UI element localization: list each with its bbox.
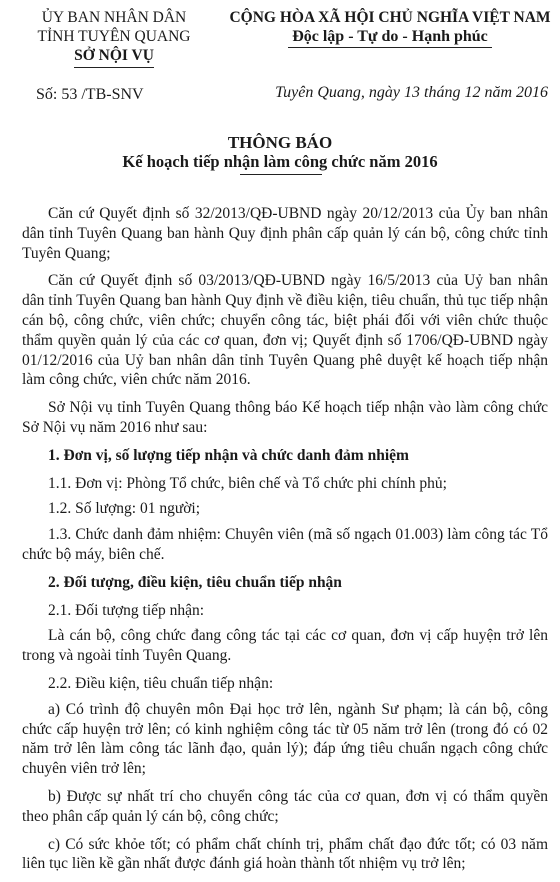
section-1-3: 1.3. Chức danh đảm nhiệm: Chuyên viên (mã số ngạch 01.003) làm công tác Tổ chức bộ máy, biên chế. — [22, 526, 548, 563]
legal-basis-paragraph-1: Căn cứ Quyết định số 32/2013/QĐ-UBND ngày 20/12/2013 của Ủy ban nhân dân tỉnh Tuyên Quang ban hành Quy định phân cấp quản lý cán bộ, công chức tỉnh Tuyên Quang; — [22, 205, 548, 262]
place-date-line: Tuyên Quang, ngày 13 tháng 12 năm 2016 — [275, 84, 548, 101]
section-2-heading: 2. Đối tượng, điều kiện, tiêu chuẩn tiếp nhận — [48, 573, 342, 591]
document-title: THÔNG BÁO — [227, 133, 333, 152]
subtitle-underline — [240, 174, 322, 175]
announcement-intro: Sở Nội vụ tỉnh Tuyên Quang thông báo Kế hoạch tiếp nhận vào làm công chức Sở Nội vụ năm 2016 như sau: — [22, 399, 548, 436]
agency-underline — [74, 67, 154, 68]
motto-underline — [288, 47, 492, 48]
document-body — [22, 204, 548, 882]
issuing-agency-block — [14, 8, 214, 68]
section-2-1: 2.1. Đối tượng tiếp nhận: — [48, 601, 205, 619]
agency-department: SỞ NỘI VỤ — [74, 47, 154, 64]
document-subtitle: Kế hoạch tiếp nhận làm công chức năm 2016 — [122, 152, 438, 171]
section-1-1: 1.1. Đơn vị: Phòng Tổ chức, biên chế và Tổ chức phi chính phủ; — [48, 474, 447, 492]
section-2-1-text: Là cán bộ, công chức đang công tác tại các cơ quan, đơn vị cấp huyện trở lên trong và ngoài tỉnh Tuyên Quang. — [22, 627, 548, 665]
section-2-2: 2.2. Điều kiện, tiêu chuẩn tiếp nhận: — [48, 674, 274, 692]
condition-item-b: b) Được sự nhất trí cho chuyển công tác của cơ quan, đơn vị có thẩm quyền theo phân cấp quản lý cán bộ, công chức; — [22, 787, 548, 825]
agency-line-2: TỈNH TUYÊN QUANG — [37, 28, 191, 45]
agency-line-1: ỦY BAN NHÂN DÂN — [41, 9, 187, 26]
section-1-heading: 1. Đơn vị, số lượng tiếp nhận và chức danh đảm nhiệm — [48, 446, 409, 464]
condition-item-c: c) Có sức khỏe tốt; có phẩm chất chính trị, phẩm chất đạo đức tốt; có 03 năm liên tục liền kề gần nhất được đánh giá hoàn thành tốt nhiệm vụ trở lên; — [22, 835, 548, 873]
national-heading-block — [222, 8, 558, 48]
document-number: Số: 53 /TB-SNV — [36, 86, 144, 103]
section-1-2: 1.2. Số lượng: 01 người; — [48, 500, 201, 518]
legal-basis-paragraph-2: Căn cứ Quyết định số 03/2013/QĐ-UBND ngày 16/5/2013 của Uỷ ban nhân dân tỉnh Tuyên Quang ban hành Quy định về điều kiện, tiêu chuẩn, thủ tục tiếp nhận cán bộ, công chức, viên chức; chuyển công tác, biệt phái đối với viên chức thuộc thẩm quyền quản lý của các cơ quan, đơn vị; Quyết định số 1706/QĐ-UBND ngày 01/12/2016 của Uỷ ban nhân dân tỉnh Tuyên Quang phê duyệt kế hoạch tiếp nhận làm công chức, viên chức năm 2016. — [22, 272, 548, 389]
national-motto: Độc lập - Tự do - Hạnh phúc — [292, 28, 488, 45]
condition-item-a: a) Có trình độ chuyên môn Đại học trở lên, ngành Sư phạm; là cán bộ, công chức cấp huyện trở lên; có kinh nghiệm công tác từ 05 năm trở lên (trong đó có 02 năm trở lên làm công tác lãnh đạo, quản lý); đáp ứng tiêu chuẩn ngạch công chức chuyên viên trở lên; — [22, 700, 548, 778]
nation-name: CỘNG HÒA XÃ HỘI CHỦ NGHĨA VIỆT NAM — [229, 9, 551, 26]
